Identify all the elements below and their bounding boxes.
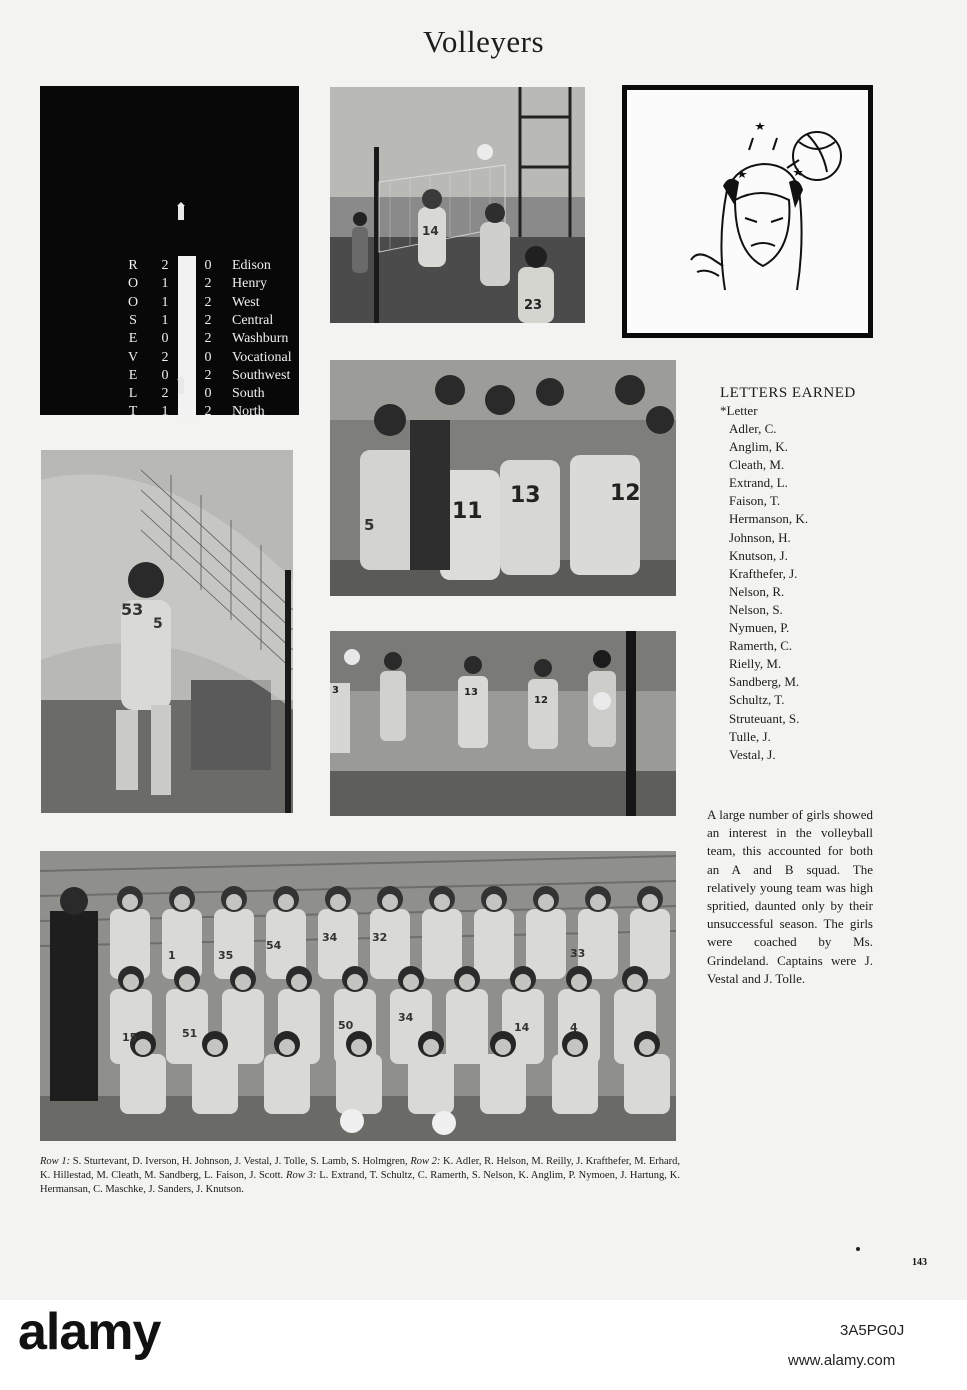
season-scoreboard (40, 86, 299, 420)
roosevelt-score: 0 (161, 331, 169, 347)
jersey-number: 32 (372, 931, 388, 944)
scoreboard-row (40, 275, 299, 293)
opponent-name: Washburn (232, 331, 289, 347)
opponent-name: Southwest (232, 367, 291, 383)
roosevelt-score: 1 (161, 276, 169, 292)
letter-recipient: Ramerth, C. (729, 638, 793, 654)
letter-recipient: Cleath, M. (729, 457, 785, 473)
school-letter: V (127, 349, 139, 365)
roosevelt-score: 2 (161, 386, 169, 402)
photo-huddle (330, 360, 676, 596)
cartoon-illustration (622, 85, 873, 338)
opponent-score: 2 (204, 294, 212, 310)
jersey-number: 54 (266, 939, 282, 952)
letter-recipient: Extrand, L. (729, 475, 788, 491)
school-letter: E (128, 367, 138, 383)
letter-recipient: Anglim, K. (729, 439, 788, 455)
watermark-url: www.alamy.com (788, 1352, 896, 1369)
photo-team-portrait (40, 851, 676, 1141)
jersey-number: 33 (570, 947, 586, 960)
letter-recipient: Adler, C. (729, 421, 777, 436)
jersey-number: 11 (452, 499, 483, 524)
jersey-number: 50 (338, 1019, 354, 1032)
school-letter: L (128, 386, 138, 402)
jersey-number: 12 (534, 695, 548, 706)
pillar-icon (176, 202, 186, 222)
opponent-score: 2 (204, 404, 212, 420)
letter-recipient: Vestal, J. (729, 746, 776, 762)
letter-recipient: Krafthefer, J. (729, 565, 798, 581)
scoreboard-row (40, 330, 299, 348)
jersey-number: 13 (464, 687, 478, 698)
roosevelt-score: 1 (161, 294, 169, 310)
opponent-score: 2 (204, 312, 212, 328)
caption-row1-names: S. Sturtevant, D. Iverson, H. Johnson, J. Vestal, J. Tolle, S. Lamb, S. Holmgren, (72, 1156, 408, 1167)
letter-recipient: Struteuant, S. (729, 710, 800, 726)
letter-recipient: Knutson, J. (729, 547, 788, 563)
watermark-image-id: 3A5PG0J (840, 1322, 905, 1339)
scoreboard-row (40, 312, 299, 330)
letter-recipient: Rielly, M. (729, 656, 782, 672)
opponent-name: South (232, 386, 265, 402)
letter-recipient: Tulle, J. (729, 728, 771, 744)
jersey-number: 3 (332, 685, 339, 696)
caption-row3-names: L. Extrand, T. Schultz, C. Ramerth, S. Nelson, K. Anglim, P. Nymoen, J. Hartung, K. Hermansan, C. Maschke, J. Sanders, J. Knutson. (40, 1169, 680, 1195)
roosevelt-score: 2 (161, 258, 169, 273)
scoreboard-row (40, 403, 299, 421)
jersey-number: 51 (182, 1027, 198, 1040)
letter-recipient: Nelson, S. (729, 601, 783, 617)
jersey-number: 15 (122, 1031, 138, 1044)
roosevelt-score: 1 (161, 312, 169, 328)
opponent-score: 2 (204, 367, 212, 383)
opponent-score: 0 (204, 386, 212, 402)
photo-spike (41, 450, 293, 813)
watermark-logo: alamy (18, 1303, 161, 1361)
opponent-name: Central (232, 312, 274, 328)
letter-recipient: Hermanson, K. (729, 511, 809, 527)
jersey-number: 5 (153, 616, 163, 632)
jersey-number: 1 (168, 949, 176, 962)
opponent-name: Vocational (232, 349, 292, 365)
jersey-number: 53 (121, 600, 144, 619)
jersey-number: 12 (610, 481, 641, 506)
opponent-name: West (232, 294, 260, 310)
letters-earned-list (720, 420, 920, 764)
letter-recipient: Sandberg, M. (729, 674, 800, 690)
photo-serve (330, 631, 676, 816)
school-letter: T (128, 404, 138, 420)
roosevelt-score: 2 (161, 349, 169, 365)
opponent-name: Edison (232, 258, 271, 273)
caption-row3-label: Row 3: (286, 1169, 317, 1181)
letter-recipient: Nelson, R. (729, 583, 785, 599)
opponent-score: 2 (204, 331, 212, 347)
page-number: 143 (912, 1257, 927, 1268)
opponent-name: Henry (232, 276, 267, 292)
jersey-number: 14 (422, 224, 439, 238)
scoreboard-row (40, 385, 299, 403)
jersey-number: 14 (514, 1021, 530, 1034)
letters-earned-heading: LETTERS EARNED (720, 385, 856, 401)
jersey-number: 4 (570, 1021, 578, 1034)
scoreboard-row (40, 294, 299, 312)
photo-net-play (330, 87, 585, 323)
letters-earned-note: *Letter (720, 403, 758, 418)
letters-earned (720, 384, 920, 764)
letter-recipient: Nymuen, P. (729, 620, 790, 636)
scoreboard-row (40, 367, 299, 385)
opponent-name: North (232, 404, 265, 420)
scoreboard-row (40, 349, 299, 367)
opponent-score: 0 (204, 349, 212, 365)
scoreboard-row (40, 257, 299, 275)
cartoon-girl-bumped-icon (627, 90, 868, 333)
school-letter: R (128, 258, 138, 273)
caption-row2-names: K. Adler, R. Helson, M. Reilly, J. Krafthefer, M. Erhard, K. Hillestad, M. Cleath, M. Sandberg, L. Faison, J. Scott. (40, 1156, 681, 1181)
opponent-score: 2 (204, 276, 212, 292)
school-letter: S (129, 312, 137, 328)
caption-row2-label: Row 2: (410, 1156, 441, 1167)
letter-recipient: Schultz, T. (729, 692, 785, 708)
pillar-icon (176, 376, 186, 396)
jersey-number: 34 (398, 1011, 414, 1024)
team-summary-paragraph: A large number of girls showed an interest in the volleyball team, this accounted for both an A and B squad. The relatively young team was high spritied, daunted only by their unsuccessful season. The girls were coached by Ms. Grindeland. Captains were J. Vestal and J. Tolle. (707, 807, 873, 986)
school-letter: O (127, 294, 139, 310)
roosevelt-score: 1 (161, 404, 169, 420)
page-dot (856, 1247, 860, 1251)
page-title: Volleyers (422, 24, 545, 59)
opponent-score: 0 (204, 258, 212, 273)
jersey-number: 13 (510, 483, 541, 508)
jersey-number: 35 (218, 949, 234, 962)
school-letter: E (128, 331, 138, 347)
photo-caption (40, 1155, 680, 1196)
letter-recipient: Johnson, H. (729, 529, 791, 545)
roosevelt-score: 0 (161, 367, 169, 383)
jersey-number: 5 (364, 516, 375, 534)
school-letter: O (127, 276, 139, 292)
jersey-number: 23 (524, 298, 543, 313)
jersey-number: 34 (322, 931, 338, 944)
caption-row1-label: Row 1: (40, 1156, 71, 1167)
letter-recipient: Faison, T. (729, 493, 781, 509)
